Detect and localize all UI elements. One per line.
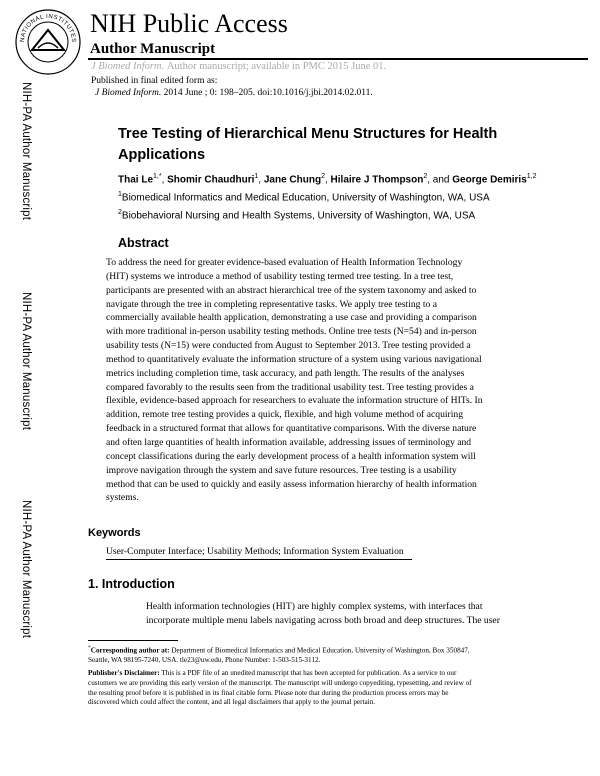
- author-sup: 2: [423, 173, 428, 180]
- footnote-disclaimer: [88, 669, 548, 708]
- side-label-top: NIH-PA Author Manuscript: [20, 82, 32, 221]
- paper-title: Tree Testing of Hierarchical Menu Structures for Health Applications: [118, 126, 498, 163]
- abstract-line: concept classifications during the early development process of a health information system will: [106, 450, 476, 462]
- abstract-line: feedback in a structured format that allows for quantitative comparisons. With the diverse nature: [106, 423, 477, 435]
- intro-line: incorporate multiple menu labels navigating across both broad and deep structures. The user: [146, 615, 500, 626]
- abstract-line: improve navigation through the system and save future resources. Tree testing is a usability: [106, 464, 457, 476]
- affiliation-1: [118, 191, 558, 203]
- abstract-line: To address the need for greater evidence-based evaluation of Health Information Technology: [106, 257, 463, 268]
- svg-text:NATIONAL INSTITUTES OF HEALTH: NATIONAL INSTITUTES: [19, 13, 77, 43]
- abstract-line: addition, remote tree testing provides a quick, flexible, and high volume method of acquiring: [106, 409, 464, 421]
- footnote-star: *: [88, 645, 91, 651]
- affiliation-text: Biobehavioral Nursing and Health Systems, University of Washington, WA, USA: [121, 210, 476, 222]
- side-label-bottom: NIH-PA Author Manuscript: [20, 500, 32, 639]
- header-title: NIH Public Access: [90, 9, 288, 38]
- citation-details: 2014 June ; 0: 198–205. doi:10.1016/j.jbi.2014.02.011.: [163, 88, 373, 98]
- disclaimer-line: customers we are providing this early version of the manuscript. The manuscript will undergo copyediting, typesetting, and review of: [88, 678, 472, 687]
- author-name: George Demiris: [452, 174, 527, 186]
- citation-journal: J Biomed Inform.: [95, 88, 162, 98]
- affiliation-text: Biomedical Informatics and Medical Education, University of Washington, WA, USA: [121, 192, 490, 204]
- intro-line: Health information technologies (HIT) are highly complex systems, with interfaces that: [146, 601, 483, 612]
- abstract-line: method that can be used to quickly and easily assess information hierarchy of health information: [106, 478, 477, 490]
- abstract-line: systems.: [106, 492, 139, 504]
- abstract-line: participants are presented with an abstract hierarchical tree of the system taxonomy and asked to: [106, 284, 477, 296]
- abstract-line: with more traditional in-person usability testing methods. Online tree tests (N=54) and in-person: [106, 326, 477, 338]
- keywords-heading: Keywords: [88, 527, 141, 539]
- header-availability-text: Author manuscript; available in PMC 2015 June 01.: [166, 61, 387, 72]
- header-subtitle: Author Manuscript: [90, 41, 216, 57]
- header-availability: [91, 61, 386, 72]
- abstract-line: commercially available health application, demonstrating a use case and providing a comparison: [106, 312, 477, 324]
- author-sup: 1: [254, 173, 259, 180]
- author-sup: 1,2: [526, 173, 537, 180]
- disclaimer-line: This is a PDF file of an unedited manuscript that has been accepted for publication. As a service to our: [161, 669, 457, 677]
- footnote-corresponding: [88, 644, 548, 666]
- abstract-line: (HIT) systems we introduce a method of usability testing termed tree testing. In a tree test,: [106, 270, 454, 282]
- introduction-body: [146, 600, 553, 628]
- abstract-line: compared favorably to the results seen from the traditional usability test. Tree testing provides a: [106, 381, 474, 393]
- author-name: Hilaire J Thompson: [330, 174, 424, 186]
- abstract-line: and often large quantities of health information available, addressing issues of terminology and: [106, 436, 472, 448]
- abstract-line: usability tests (N=15) were conducted from August to September 2013. Tree testing provided a: [106, 340, 471, 352]
- author-list: [118, 173, 548, 185]
- side-label-middle: NIH-PA Author Manuscript: [20, 292, 32, 431]
- footnote-rule: [88, 640, 178, 641]
- abstract-line: method to quantitatively evaluate the information structure of a system using various navigational: [106, 353, 482, 365]
- abstract-body: [106, 256, 551, 505]
- abstract-line: flexible, evidence-based approach for researchers to evaluate the information structure of HITs. In: [106, 395, 483, 407]
- affiliation-num: 1: [118, 191, 122, 198]
- author-sup: 2: [321, 173, 325, 180]
- disclaimer-line: the resulting proof before it is published in its final citable form. Please note that during the production process errors may be: [88, 688, 449, 697]
- header-rule: [88, 58, 588, 60]
- published-in: Published in final edited form as:: [91, 76, 218, 86]
- keywords-text: User-Computer Interface; Usability Methods; Information System Evaluation: [106, 546, 404, 557]
- corresponding-label: Corresponding author at:: [90, 646, 170, 655]
- introduction-heading: 1. Introduction: [88, 577, 175, 591]
- abstract-line: metrics including completion time, task accuracy, and path length. The results of the analyses: [106, 367, 465, 379]
- author-sep: ,: [161, 174, 168, 186]
- author-sep: , and: [427, 174, 453, 186]
- corresponding-line: Department of Biomedical Informatics and Medical Education, University of Washington, Box 350847,: [171, 646, 470, 655]
- author-name: Shomir Chaudhuri: [167, 174, 255, 186]
- author-name: Jane Chung: [263, 174, 322, 186]
- corresponding-line: Seattle, WA 98195-7240, USA. tle23@uw.edu, Phone Number: 1-503-515-3112.: [88, 656, 321, 665]
- nih-seal-icon: [14, 8, 82, 76]
- nih-logo: [14, 8, 82, 76]
- disclaimer-line: discovered which could affect the content, and all legal disclaimers that apply to the journal pertain.: [88, 698, 376, 707]
- affiliation-num: 2: [118, 209, 122, 216]
- abstract-heading: Abstract: [118, 236, 169, 250]
- author-sup: 1,*: [153, 173, 162, 180]
- keywords-rule: [106, 559, 412, 560]
- author-name: Thai Le: [118, 174, 154, 186]
- author-sep: ,: [324, 174, 331, 186]
- author-sep: ,: [258, 174, 264, 186]
- disclaimer-label: Publisher's Disclaimer:: [88, 669, 160, 677]
- citation-line: [95, 88, 373, 98]
- affiliation-2: [118, 209, 558, 221]
- header-journal: J Biomed Inform.: [91, 61, 165, 72]
- abstract-line: navigate through the tree in completing representative tasks. We apply tree testing to a: [106, 298, 437, 310]
